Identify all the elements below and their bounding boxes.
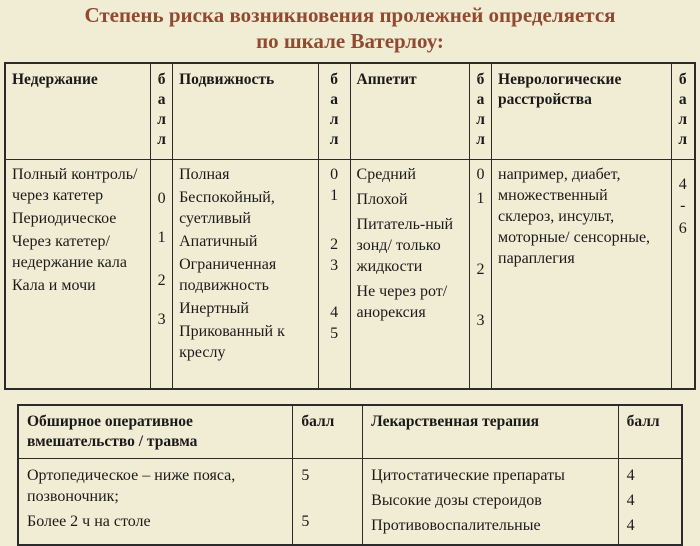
header-score: б а л л (318, 63, 350, 159)
list-item: Через катетер/ недержание кала (12, 232, 127, 271)
list-item: Беспокойный, суетливый (179, 188, 275, 227)
score-value: 4 (626, 467, 635, 484)
list-item: Полный контроль/ через катетер (12, 165, 138, 204)
list-item: Периодическое (12, 209, 117, 227)
title-line-1: Степень риска возникновения пролежней определяется (84, 3, 616, 27)
list-item: Цитостатические препараты (371, 467, 565, 484)
incontinence-items (5, 159, 151, 389)
header-score: б а л л (151, 63, 173, 159)
header-appetite: Аппетит (350, 63, 470, 159)
score-value: 1 (476, 189, 485, 207)
header-score: б а л л (470, 63, 492, 159)
mobility-items (173, 159, 319, 389)
neuro-score (671, 159, 695, 389)
list-item: Средний (356, 165, 416, 183)
header-surgery: Обширное оперативное вмешательство / травма (18, 405, 293, 459)
score-value: 4 (678, 175, 687, 193)
drugs-items (363, 459, 618, 546)
list-item: Прикованный к креслу (179, 322, 285, 361)
score-value: 3 (476, 311, 485, 329)
score-value: 0 (476, 165, 485, 183)
score-value: 2 (330, 235, 339, 253)
score-value: 5 (330, 324, 339, 342)
score-value: 2 (157, 271, 166, 289)
list-item: Полная (179, 165, 230, 183)
score-value: 0 (157, 189, 166, 207)
surgery-scores (293, 459, 363, 546)
surgery-drugs-table (17, 404, 683, 546)
mobility-scores (318, 159, 350, 389)
list-item: Противовоспалительные (371, 517, 541, 534)
list-item: Кала и мочи (12, 276, 96, 294)
header-neuro: Неврологические расстройства (492, 63, 672, 159)
score-value: 1 (157, 228, 166, 246)
score-value: 2 (476, 260, 485, 278)
list-item: Более 2 ч на столе (27, 513, 151, 530)
appetite-items (350, 159, 470, 389)
neuro-text: например, диабет, множественный склероз, инсульт, моторные/ сенсорные, параплегия (492, 159, 672, 389)
appetite-scores (470, 159, 492, 389)
list-item: Ортопедическое – ниже пояса, позвоночник; (27, 467, 236, 505)
header-score: балл (618, 405, 682, 459)
surgery-items (18, 459, 293, 546)
score-value: 0 (330, 165, 339, 183)
header-score: балл (293, 405, 363, 459)
score-value: 3 (157, 310, 166, 328)
header-mobility: Подвижность (173, 63, 319, 159)
score-value: 1 (330, 186, 339, 204)
header-drugs: Лекарственная терапия (363, 405, 618, 459)
list-item: Питатель-ный зонд/ только жидкости (356, 215, 454, 275)
score-value: 5 (301, 513, 310, 530)
score-value: 4 (626, 492, 635, 509)
score-value: 6 (678, 219, 687, 237)
score-value: - (680, 196, 686, 214)
list-item: Ограниченная подвижность (179, 255, 277, 294)
score-value: 4 (626, 517, 635, 534)
score-value: 3 (330, 256, 339, 274)
page-title (0, 2, 700, 54)
incontinence-scores (151, 159, 173, 389)
header-incontinence: Недержание (5, 63, 151, 159)
list-item: Инертный (179, 299, 249, 317)
header-score: б а л л (671, 63, 695, 159)
list-item: Не через рот/ анорексия (356, 282, 448, 321)
score-value: 4 (330, 303, 339, 321)
list-item: Апатичный (179, 232, 258, 250)
score-value: 5 (301, 467, 310, 484)
title-line-2: по шкале Ватерлоу: (256, 29, 444, 53)
drugs-scores (618, 459, 682, 546)
waterlow-scale-table (4, 62, 696, 390)
list-item: Высокие дозы стероидов (371, 492, 542, 509)
list-item: Плохой (356, 190, 408, 208)
